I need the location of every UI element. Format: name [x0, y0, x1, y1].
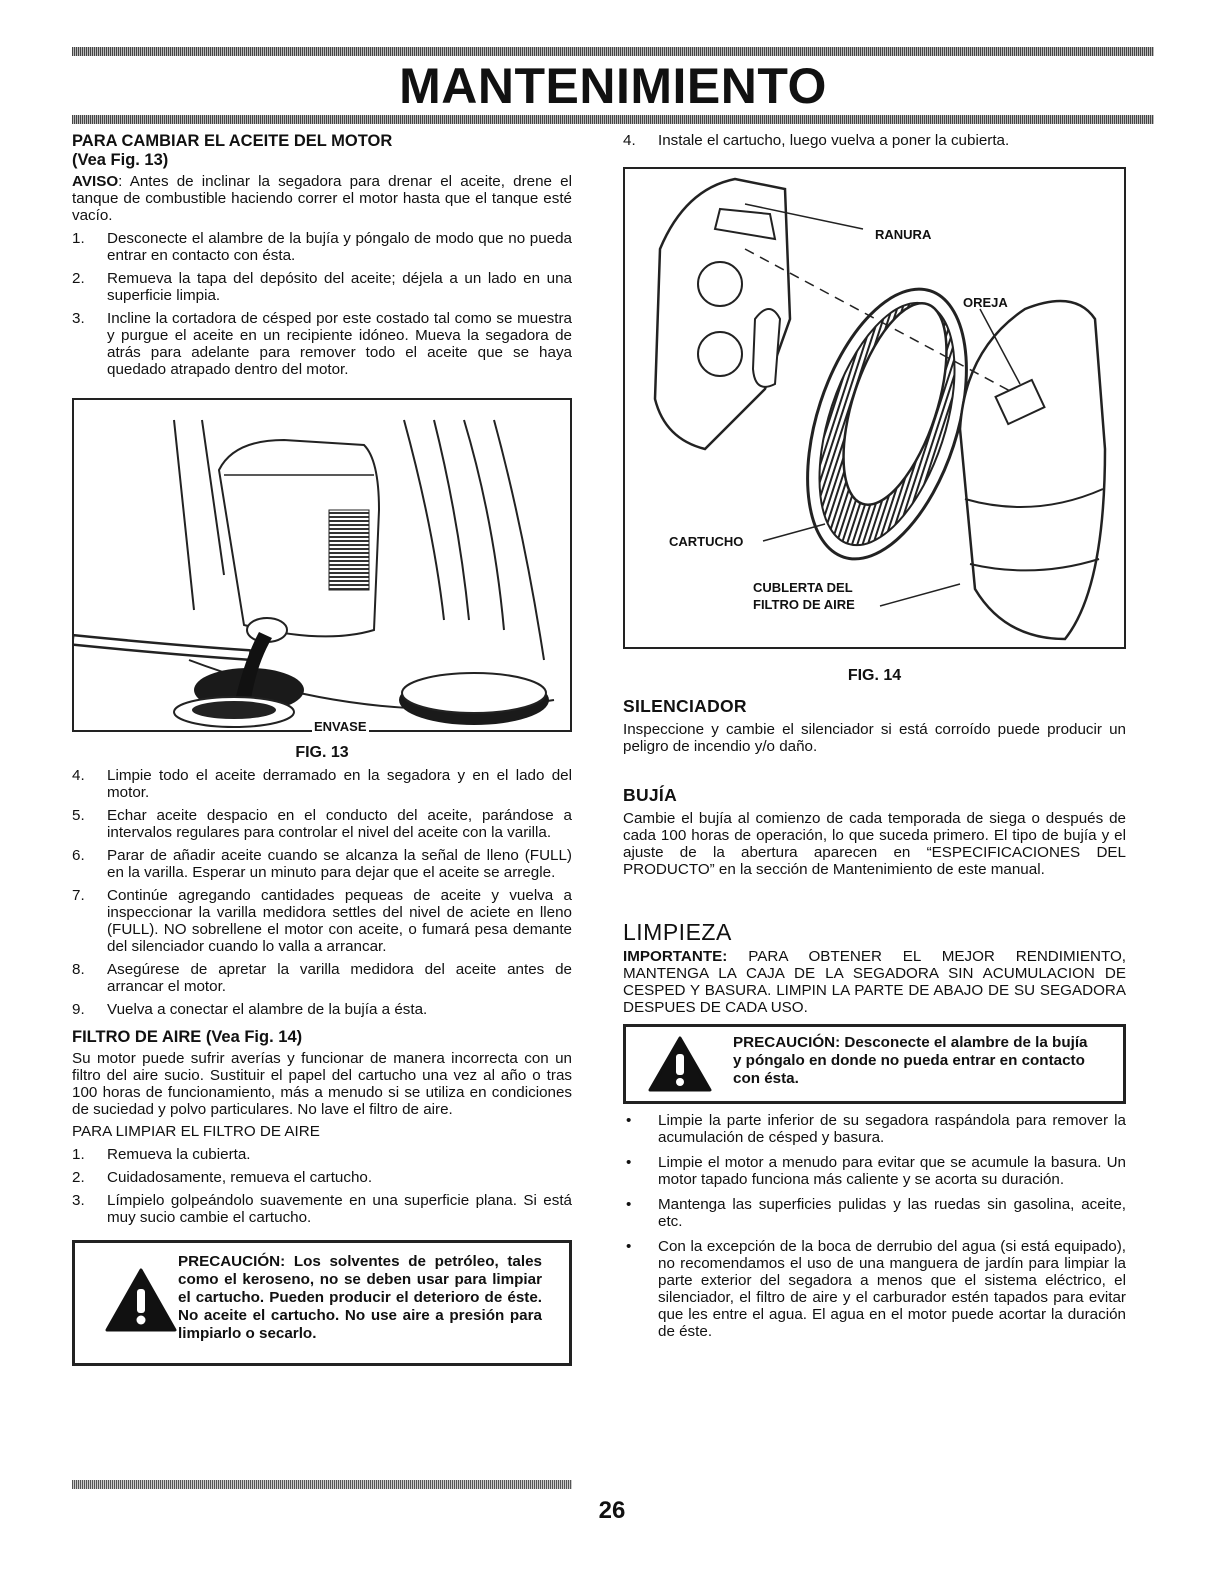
page-title: MANTENIMIENTO [399, 58, 827, 114]
oil-subheading: (Vea Fig. 13) [72, 151, 169, 169]
fig13-caption: FIG. 13 [295, 744, 349, 761]
step-text: Desconecte el alambre de la bujía y póngalo de modo que no pueda entrar en contacto con ésta. [107, 230, 572, 264]
spark-plug-caution-text: PRECAUCIÓN: Desconecte el alambre de la bujía y póngalo en donde no pueda entrar en contacto con ésta. [733, 1034, 1088, 1087]
cleaning-important [623, 948, 1126, 1016]
list-item [72, 310, 572, 378]
step-text: Incline la cortadora de césped por este costado tal como se muestra y purgue el aceite en un recipiente idóneo. Mueva la segadora de atrás para adelante para remover todo el aceite que se haya quedado atrapado dentro del motor. [107, 310, 572, 378]
notice-text: : Antes de inclinar la segadora para drenar el aceite, drene el tanque de combustible haciendo correr el motor hasta que el tanque esté vacío. [72, 173, 572, 224]
step-number: 2. [72, 270, 85, 287]
spark-plug-heading: BUJÍA [623, 785, 678, 805]
ranura-label: RANURA [875, 227, 932, 242]
list-item [623, 1112, 1126, 1146]
warning-triangle-icon [105, 1267, 177, 1333]
cubierta-label-line-2: FILTRO DE AIRE [753, 597, 855, 612]
step-text: Parar de añadir aceite cuando se alcanza la señal de lleno (FULL) en la varilla. Esperar un minuto para dejar que el aceite se arregle. [107, 847, 572, 881]
list-item [72, 1192, 572, 1226]
spark-plug-body: Cambie el bujía al comienzo de cada temporada de siega o después de cada 100 horas de operación, lo que suceda primero. El tipo de bujía y el ajuste de la abertura aparecen en “ESPECIFICACIONES DEL PRODUCTO” en la sección de Mantenimiento de este manual. [623, 810, 1126, 878]
step-number: 6. [72, 847, 85, 864]
caution-hatch-rule [72, 1480, 572, 1489]
bullet-icon: • [626, 1112, 632, 1129]
list-item [623, 1196, 1126, 1230]
important-label: IMPORTANTE: [623, 948, 728, 965]
cleaning-bullets [623, 1112, 1126, 1340]
list-item [72, 807, 572, 841]
list-item [72, 887, 572, 955]
step-number: 1. [72, 230, 85, 247]
list-item [72, 230, 572, 264]
warning-triangle-icon [648, 1035, 712, 1093]
notice-label: AVISO [72, 173, 119, 190]
step-text: Echar aceite despacio en el conducto del aceite, parándose a intervalos regulares para controlar el nivel del aceite con la varilla. [107, 807, 572, 841]
list-item [72, 847, 572, 881]
step-text: Continúe agregando cantidades pequeas de aceite y vuelva a inspeccionar la varilla medidora settles del nivel de aciete en lleno (FULL). NO sobrellene el motor con aceite, o fumará pesa demante del silenciador cuando lo valla a arrancar. [107, 887, 572, 955]
spark-plug-caution-box [623, 1024, 1126, 1104]
right-column [623, 132, 1126, 1340]
muffler-heading: SILENCIADOR [623, 696, 747, 716]
oreja-label: OREJA [963, 295, 1008, 310]
step-text: Remueva la tapa del depósito del aceite; déjela a un lado en una superficie limpia. [107, 270, 572, 304]
bullet-text: Con la excepción de la boca de derrubio del agua (si está equipado), no recomendamos el uso de una manguera de jardín para limpiar la parte exterior del segadora a menos que el sistema eléctrico, el silenciador, el filtro de aire y el carburador estén tapados para evitar que les entre el agua. El agua en el motor puede acortar la duración de éste. [658, 1238, 1126, 1340]
step-number: 8. [72, 961, 85, 978]
oil-steps-b [72, 767, 572, 1018]
air-filter-heading: FILTRO DE AIRE (Vea Fig. 14) [72, 1028, 303, 1046]
oil-steps-a [72, 230, 572, 378]
step-text: Instale el cartucho, luego vuelva a poner la cubierta. [658, 132, 1010, 149]
list-item [72, 1146, 572, 1163]
list-item [623, 1238, 1126, 1340]
step-text: Cuidadosamente, remueva el cartucho. [107, 1169, 373, 1186]
solvent-caution-box [72, 1240, 572, 1366]
air-filter-body: Su motor puede sufrir averías y funcionar de manera incorrecta con un filtro del aire sucio. Sustituir el papel del cartucho una vez al año o tras 100 horas de funcionamiento, más a menudo si se utiliza en condiciones de suciedad y polvo particulares. No lave el filtro de aire. [72, 1050, 572, 1118]
step-text: Limpie todo el aceite derramado en la segadora y en el lado del motor. [107, 767, 572, 801]
step-number: 7. [72, 887, 85, 904]
step-number: 3. [72, 1192, 85, 1209]
solvent-caution-text: PRECAUCIÓN: Los solventes de petróleo, tales como el keroseno, no se deben usar para limpiar el cartucho. Pueden producir el deterioro de éste. No aceite el cartucho. No use aire a presión para limpiarlo o secarlo. [178, 1253, 542, 1342]
air-filter-step-4 [623, 132, 1126, 149]
bullet-text: Mantenga las superficies pulidas y las ruedas sin gasolina, aceite, etc. [658, 1196, 1126, 1230]
list-item [72, 1169, 572, 1186]
step-text: Límpielo golpeándolo suavemente en una superficie plana. Si está muy sucio cambie el cartucho. [107, 1192, 572, 1226]
step-number: 4. [623, 132, 636, 149]
figure-14 [623, 167, 1126, 649]
left-column [72, 132, 572, 1366]
list-item [623, 132, 1126, 149]
envase-label: ENVASE [314, 719, 367, 734]
fig14-caption: FIG. 14 [847, 667, 902, 684]
page-number: 26 [598, 1497, 626, 1524]
bullet-icon: • [626, 1196, 632, 1213]
cartucho-label: CARTUCHO [669, 534, 744, 549]
step-number: 1. [72, 1146, 85, 1163]
step-number: 4. [72, 767, 85, 784]
cleaning-heading: LIMPIEZA [623, 919, 732, 945]
important-text: PARA OBTENER EL MEJOR RENDIMIENTO, MANTENGA LA CAJA DE LA SEGADORA SIN ACUMULACION DE CESPED Y BASURA. LIMPIN LA PARTE DE ABAJO DE SU SEGADORA DESPUES DE CADA USO. [623, 948, 1126, 1016]
step-number: 2. [72, 1169, 85, 1186]
list-item [623, 1154, 1126, 1188]
oil-notice [72, 173, 572, 224]
bullet-text: Limpie la parte inferior de su segadora raspándola para remover la acumulación de césped y basura. [658, 1112, 1126, 1146]
step-number: 5. [72, 807, 85, 824]
air-filter-steps [72, 1146, 572, 1226]
step-text: Vuelva a conectar el alambre de la bujía a ésta. [107, 1001, 428, 1018]
list-item [72, 767, 572, 801]
bullet-text: Limpie el motor a menudo para evitar que se acumule la basura. Un motor tapado funciona más caliente y se acorta su duración. [658, 1154, 1126, 1188]
air-filter-subtitle: PARA LIMPIAR EL FILTRO DE AIRE [72, 1123, 320, 1140]
list-item [72, 961, 572, 995]
oil-drain-illustration [74, 400, 570, 730]
bullet-icon: • [626, 1154, 632, 1171]
step-number: 9. [72, 1001, 85, 1018]
header-rule-top [72, 47, 1154, 56]
step-text: Remueva la cubierta. [107, 1146, 251, 1163]
figure-13 [72, 398, 572, 732]
muffler-body: Inspeccione y cambie el silenciador si está corroído puede producir un peligro de incendio y/o daño. [623, 721, 1126, 755]
step-text: Asegúrese de apretar la varilla medidora del aceite antes de arrancar el motor. [107, 961, 572, 995]
header-rule-bottom [72, 115, 1154, 124]
step-number: 3. [72, 310, 85, 327]
cubierta-label-line-1: CUBLERTA DEL [753, 580, 853, 595]
list-item [72, 1001, 572, 1018]
list-item [72, 270, 572, 304]
bullet-icon: • [626, 1238, 632, 1255]
oil-heading: PARA CAMBIAR EL ACEITE DEL MOTOR [72, 132, 393, 150]
